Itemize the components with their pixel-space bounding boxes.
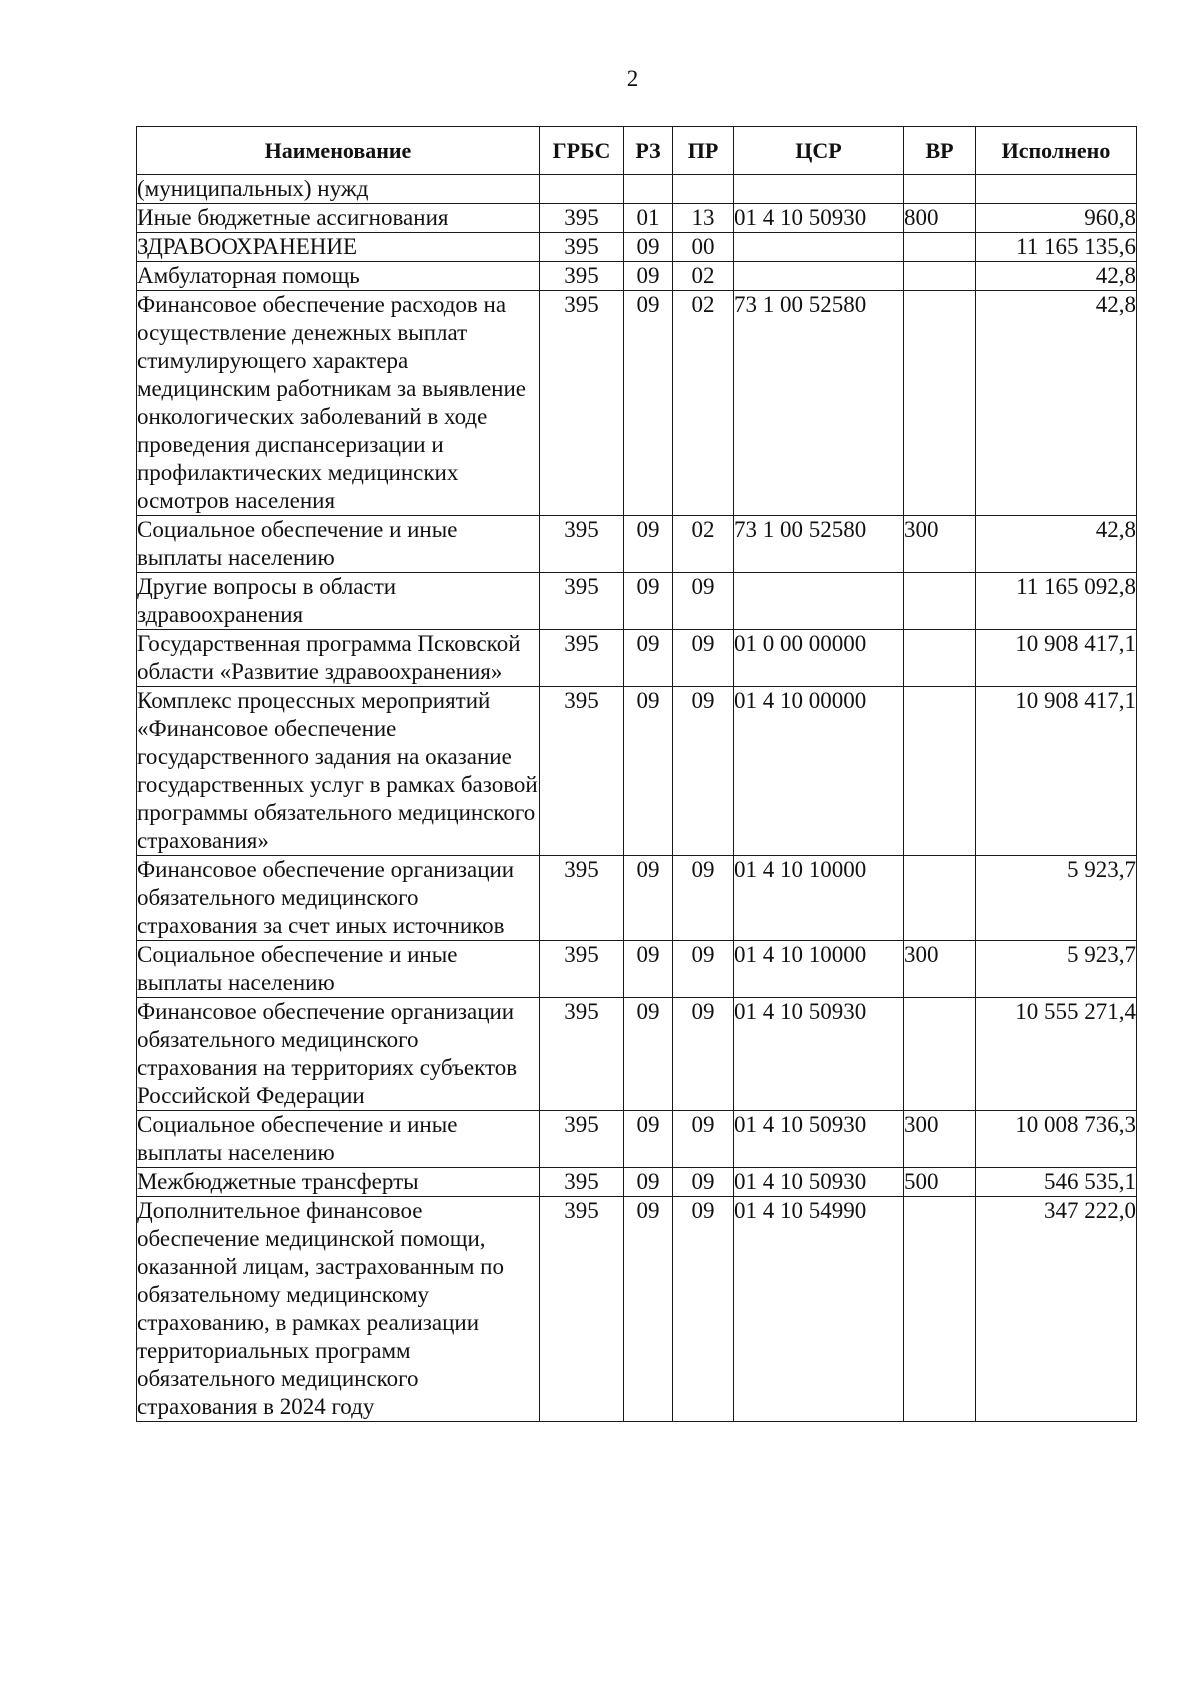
cell-rz: 09: [624, 687, 673, 856]
table-row: [137, 291, 1137, 516]
cell-vr: 500: [904, 1168, 976, 1197]
cell-sum: [976, 175, 1137, 204]
table-row: [137, 856, 1137, 941]
cell-sum: 10 555 271,4: [976, 998, 1137, 1111]
cell-csr: [734, 233, 904, 262]
cell-pr: 09: [673, 1197, 734, 1422]
cell-vr: [904, 175, 976, 204]
cell-sum: 347 222,0: [976, 1197, 1137, 1422]
table-row: [137, 941, 1137, 998]
cell-vr: 800: [904, 204, 976, 233]
table-row: [137, 630, 1137, 687]
cell-csr: 01 4 10 00000: [734, 687, 904, 856]
table-row: [137, 175, 1137, 204]
table-row: [137, 262, 1137, 291]
cell-pr: 09: [673, 1111, 734, 1168]
cell-sum: 42,8: [976, 262, 1137, 291]
cell-vr: [904, 1197, 976, 1422]
cell-sum: 11 165 092,8: [976, 573, 1137, 630]
cell-rz: 09: [624, 630, 673, 687]
cell-csr: [734, 175, 904, 204]
cell-sum: 10 008 736,3: [976, 1111, 1137, 1168]
cell-rz: [624, 175, 673, 204]
cell-name: Финансовое обеспечение организации обязательного медицинского страхования за счет иных источников: [137, 856, 540, 941]
header-sum: Исполнено: [976, 127, 1137, 175]
cell-rz: 09: [624, 262, 673, 291]
cell-sum: 42,8: [976, 291, 1137, 516]
table-row: [137, 516, 1137, 573]
header-vr: ВР: [904, 127, 976, 175]
cell-grbs: 395: [540, 573, 624, 630]
cell-csr: [734, 262, 904, 291]
cell-csr: 01 4 10 10000: [734, 941, 904, 998]
cell-pr: 00: [673, 233, 734, 262]
cell-name: Комплекс процессных мероприятий «Финансовое обеспечение государственного задания на оказание государственных услуг в рамках базовой программы обязательного медицинского страхования»: [137, 687, 540, 856]
cell-rz: 01: [624, 204, 673, 233]
cell-pr: 02: [673, 291, 734, 516]
table-row: [137, 998, 1137, 1111]
table-row: [137, 1111, 1137, 1168]
header-csr: ЦСР: [734, 127, 904, 175]
cell-vr: [904, 998, 976, 1111]
cell-name: ЗДРАВООХРАНЕНИЕ: [137, 233, 540, 262]
cell-name: Иные бюджетные ассигнования: [137, 204, 540, 233]
cell-csr: 01 4 10 10000: [734, 856, 904, 941]
cell-sum: 5 923,7: [976, 856, 1137, 941]
cell-vr: [904, 573, 976, 630]
budget-execution-table: [136, 126, 1137, 1422]
cell-pr: 09: [673, 856, 734, 941]
table-row: [137, 1197, 1137, 1422]
cell-name: Социальное обеспечение и иные выплаты населению: [137, 941, 540, 998]
cell-grbs: 395: [540, 1197, 624, 1422]
cell-vr: 300: [904, 941, 976, 998]
table-row: [137, 1168, 1137, 1197]
table-row: [137, 233, 1137, 262]
cell-csr: 01 4 10 50930: [734, 1168, 904, 1197]
table-body: [137, 175, 1137, 1422]
cell-csr: 73 1 00 52580: [734, 516, 904, 573]
cell-vr: [904, 233, 976, 262]
cell-csr: 01 4 10 54990: [734, 1197, 904, 1422]
cell-pr: 09: [673, 687, 734, 856]
cell-grbs: 395: [540, 1111, 624, 1168]
cell-pr: 09: [673, 1168, 734, 1197]
cell-csr: 01 0 00 00000: [734, 630, 904, 687]
cell-vr: [904, 630, 976, 687]
header-name: Наименование: [137, 127, 540, 175]
cell-name: (муниципальных) нужд: [137, 175, 540, 204]
cell-csr: [734, 573, 904, 630]
cell-grbs: 395: [540, 204, 624, 233]
cell-csr: 01 4 10 50930: [734, 204, 904, 233]
cell-rz: 09: [624, 998, 673, 1111]
cell-rz: 09: [624, 573, 673, 630]
table-row: [137, 573, 1137, 630]
cell-sum: 5 923,7: [976, 941, 1137, 998]
cell-csr: 73 1 00 52580: [734, 291, 904, 516]
page-number: 2: [626, 66, 639, 91]
cell-pr: 09: [673, 573, 734, 630]
cell-rz: 09: [624, 856, 673, 941]
cell-pr: 02: [673, 262, 734, 291]
cell-pr: 09: [673, 941, 734, 998]
cell-name: Амбулаторная помощь: [137, 262, 540, 291]
cell-grbs: 395: [540, 1168, 624, 1197]
cell-grbs: [540, 175, 624, 204]
cell-grbs: 395: [540, 291, 624, 516]
cell-grbs: 395: [540, 998, 624, 1111]
cell-name: Социальное обеспечение и иные выплаты населению: [137, 516, 540, 573]
cell-vr: [904, 687, 976, 856]
cell-sum: 42,8: [976, 516, 1137, 573]
cell-name: Другие вопросы в области здравоохранения: [137, 573, 540, 630]
cell-rz: 09: [624, 233, 673, 262]
cell-rz: 09: [624, 1111, 673, 1168]
cell-name: Финансовое обеспечение расходов на осуществление денежных выплат стимулирующего характера медицинским работникам за выявление онкологических заболеваний в ходе проведения диспансеризации и профилактических медицинских осмотров населения: [137, 291, 540, 516]
cell-grbs: 395: [540, 687, 624, 856]
cell-grbs: 395: [540, 856, 624, 941]
cell-pr: 09: [673, 998, 734, 1111]
cell-name: Финансовое обеспечение организации обязательного медицинского страхования на территориях субъектов Российской Федерации: [137, 998, 540, 1111]
header-pr: ПР: [673, 127, 734, 175]
header-grbs: ГРБС: [540, 127, 624, 175]
cell-rz: 09: [624, 1197, 673, 1422]
cell-name: Социальное обеспечение и иные выплаты населению: [137, 1111, 540, 1168]
header-rz: РЗ: [624, 127, 673, 175]
cell-name: Межбюджетные трансферты: [137, 1168, 540, 1197]
cell-pr: 09: [673, 630, 734, 687]
cell-sum: 10 908 417,1: [976, 630, 1137, 687]
cell-sum: 10 908 417,1: [976, 687, 1137, 856]
cell-rz: 09: [624, 291, 673, 516]
cell-vr: [904, 291, 976, 516]
cell-vr: 300: [904, 1111, 976, 1168]
cell-name: Государственная программа Псковской области «Развитие здравоохранения»: [137, 630, 540, 687]
table-row: [137, 687, 1137, 856]
cell-grbs: 395: [540, 941, 624, 998]
cell-rz: 09: [624, 941, 673, 998]
table-row: [137, 204, 1137, 233]
cell-sum: 960,8: [976, 204, 1137, 233]
cell-grbs: 395: [540, 262, 624, 291]
cell-sum: 546 535,1: [976, 1168, 1137, 1197]
cell-pr: 02: [673, 516, 734, 573]
cell-grbs: 395: [540, 516, 624, 573]
cell-sum: 11 165 135,6: [976, 233, 1137, 262]
cell-grbs: 395: [540, 630, 624, 687]
table-header-row: [137, 127, 1137, 175]
cell-rz: 09: [624, 516, 673, 573]
cell-csr: 01 4 10 50930: [734, 1111, 904, 1168]
cell-pr: [673, 175, 734, 204]
cell-pr: 13: [673, 204, 734, 233]
cell-name: Дополнительное финансовое обеспечение медицинской помощи, оказанной лицам, застрахованным по обязательному медицинскому страхованию, в рамках реализации территориальных программ обязательного медицинского страхования в 2024 году: [137, 1197, 540, 1422]
cell-vr: 300: [904, 516, 976, 573]
cell-csr: 01 4 10 50930: [734, 998, 904, 1111]
cell-grbs: 395: [540, 233, 624, 262]
cell-vr: [904, 856, 976, 941]
cell-vr: [904, 262, 976, 291]
cell-rz: 09: [624, 1168, 673, 1197]
